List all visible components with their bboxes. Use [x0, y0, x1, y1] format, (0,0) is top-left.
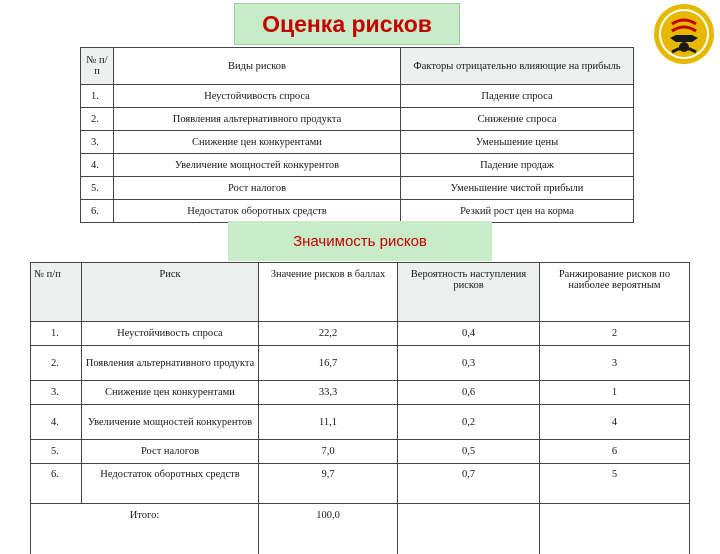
cell: 6: [540, 440, 690, 464]
cell: 3.: [81, 131, 114, 154]
table-row: [81, 177, 634, 200]
cell: 4.: [81, 154, 114, 177]
table-header-row: [31, 263, 690, 322]
cell: 5: [540, 464, 690, 504]
cell: 7,0: [259, 440, 398, 464]
cell: 0,3: [398, 346, 540, 381]
table-header-row: [81, 48, 634, 85]
emblem-icon: [652, 2, 716, 66]
table-row: [31, 440, 690, 464]
table-row: [31, 346, 690, 381]
column-header: Факторы отрицательно влияющие на прибыль: [401, 48, 634, 85]
cell: 0,5: [398, 440, 540, 464]
cell: Снижение спроса: [401, 108, 634, 131]
cell: 4.: [31, 405, 82, 440]
total-label: Итого:: [31, 504, 259, 554]
cell: 2: [540, 322, 690, 346]
cell: 2.: [31, 346, 82, 381]
page-title: Оценка рисков: [234, 3, 460, 45]
cell: 5.: [31, 440, 82, 464]
cell: Снижение цен конкурентами: [82, 381, 259, 405]
cell: Уменьшение чистой прибыли: [401, 177, 634, 200]
cell: 3: [540, 346, 690, 381]
cell: 22,2: [259, 322, 398, 346]
cell: 1.: [31, 322, 82, 346]
cell: 0,4: [398, 322, 540, 346]
column-header: Ранжирование рисков по наиболее вероятным: [540, 263, 690, 322]
column-header: № п/п: [81, 48, 114, 85]
cell: 1.: [81, 85, 114, 108]
cell: Падение спроса: [401, 85, 634, 108]
cell: Появления альтернативного продукта: [114, 108, 401, 131]
risk-significance-table: [30, 262, 690, 554]
cell: 5.: [81, 177, 114, 200]
cell: Появления альтернативного продукта: [82, 346, 259, 381]
cell: 33,3: [259, 381, 398, 405]
cell: [540, 504, 690, 554]
column-header: Риск: [82, 263, 259, 322]
cell: Увеличение мощностей конкурентов: [114, 154, 401, 177]
cell: 0,7: [398, 464, 540, 504]
cell: Недостаток оборотных средств: [114, 200, 401, 223]
section-title: Значимость рисков: [228, 221, 492, 261]
cell: 16,7: [259, 346, 398, 381]
cell: Недостаток оборотных средств: [82, 464, 259, 504]
risk-types-table: [80, 47, 634, 223]
cell: 0,2: [398, 405, 540, 440]
cell: Неустойчивость спроса: [114, 85, 401, 108]
table-row: [31, 464, 690, 504]
cell: 11,1: [259, 405, 398, 440]
table-row: [81, 154, 634, 177]
cell: 6.: [31, 464, 82, 504]
cell: Рост налогов: [82, 440, 259, 464]
column-header: Вероятность наступления рисков: [398, 263, 540, 322]
cell: 0,6: [398, 381, 540, 405]
cell: 9,7: [259, 464, 398, 504]
total-row: [31, 504, 690, 554]
cell: Рост налогов: [114, 177, 401, 200]
total-value: 100,0: [259, 504, 398, 554]
cell: 2.: [81, 108, 114, 131]
cell: 1: [540, 381, 690, 405]
cell: Снижение цен конкурентами: [114, 131, 401, 154]
column-header: № п/п: [31, 263, 82, 322]
table-row: [31, 322, 690, 346]
cell: Резкий рост цен на корма: [401, 200, 634, 223]
cell: Увеличение мощностей конкурентов: [82, 405, 259, 440]
cell: Уменьшение цены: [401, 131, 634, 154]
cell: 4: [540, 405, 690, 440]
table-row: [31, 405, 690, 440]
table-row: [81, 131, 634, 154]
table-row: [81, 85, 634, 108]
cell: 6.: [81, 200, 114, 223]
cell: Падение продаж: [401, 154, 634, 177]
table-row: [81, 108, 634, 131]
column-header: Виды рисков: [114, 48, 401, 85]
cell: 3.: [31, 381, 82, 405]
cell: Неустойчивость спроса: [82, 322, 259, 346]
column-header: Значение рисков в баллах: [259, 263, 398, 322]
table-row: [31, 381, 690, 405]
cell: [398, 504, 540, 554]
table-row: [81, 200, 634, 223]
